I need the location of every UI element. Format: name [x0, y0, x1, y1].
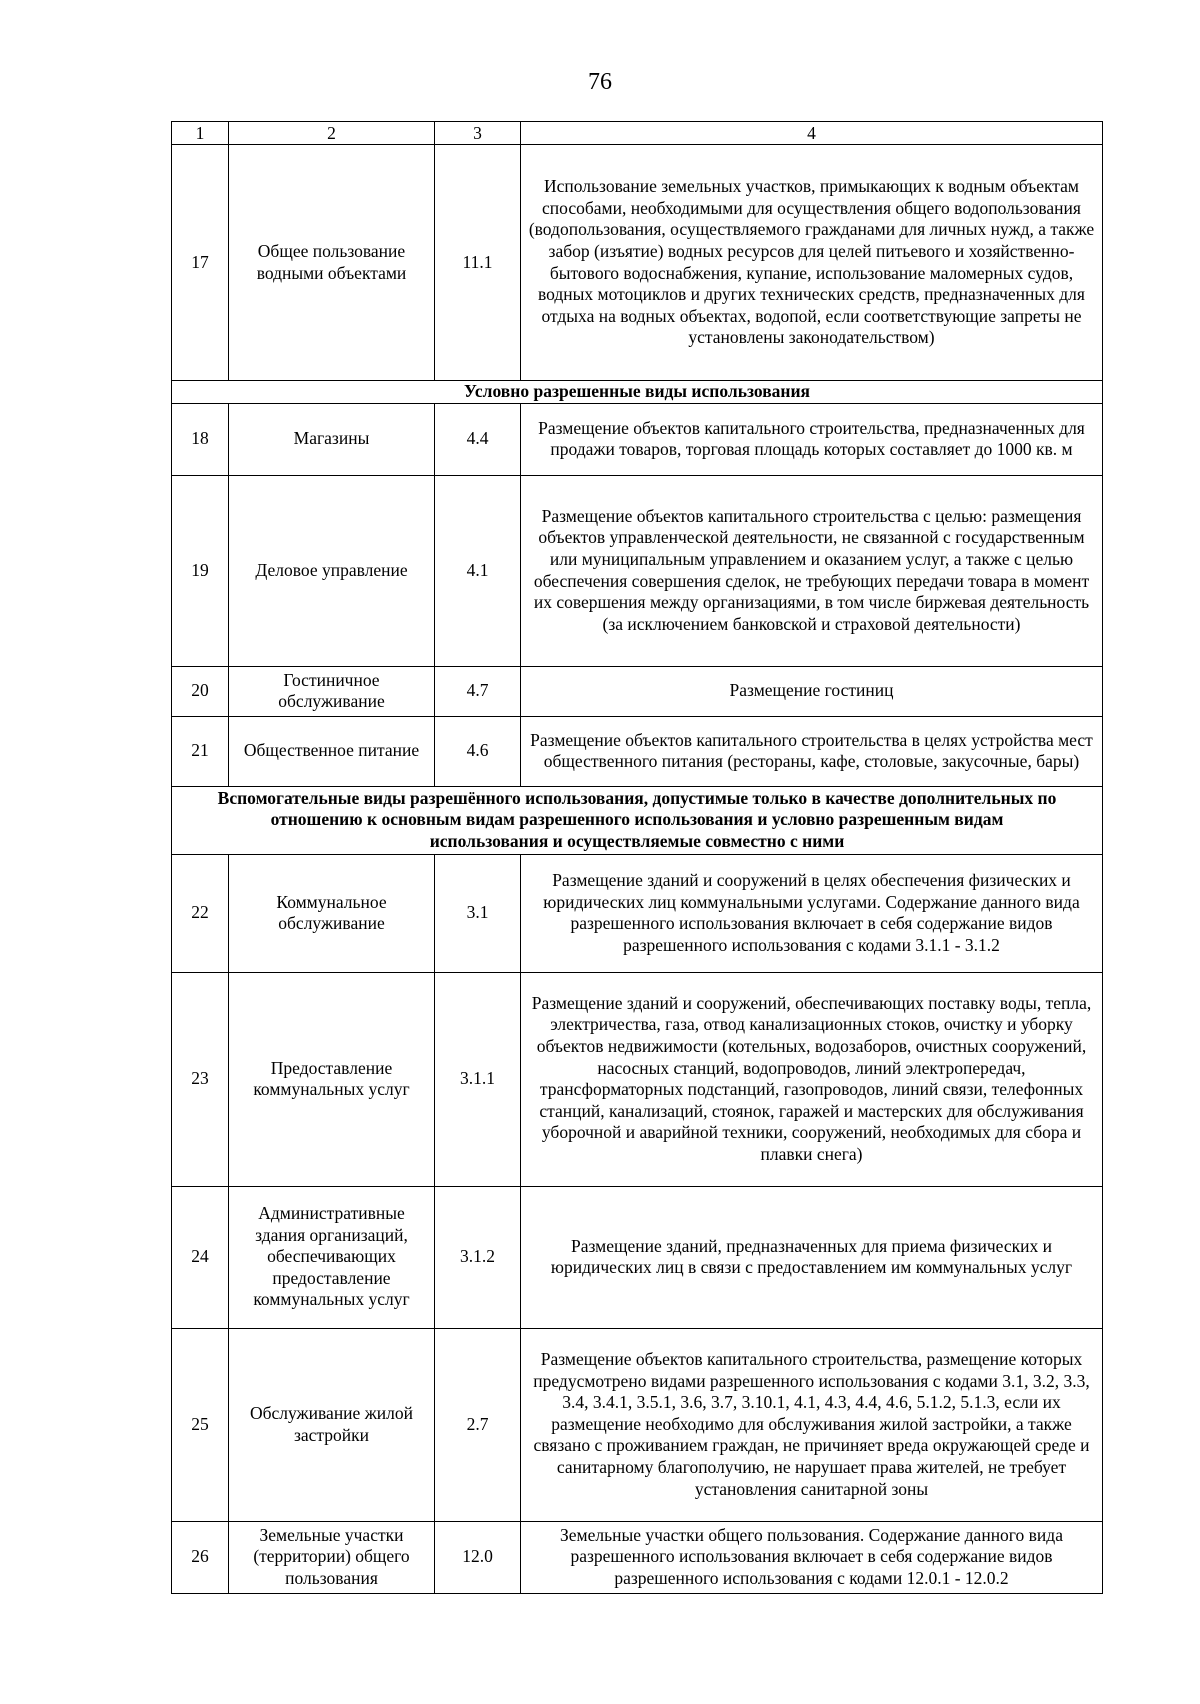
table-row — [172, 145, 1103, 381]
use-type-description: Земельные участки общего пользования. Содержание данного вида разрешенного использования включает в себя содержание видов разрешенного использования с кодами 12.0.1 - 12.0.2 — [521, 1521, 1103, 1593]
row-number: 26 — [172, 1521, 229, 1593]
section-title: Условно разрешенные виды использования — [172, 381, 1103, 404]
use-type-description: Размещение объектов капитального строительства с целью: размещения объектов управленческой деятельности, не связанной с государственным или муниципальным управлением и оказанием услуг, а также с целью обеспечения совершения сделок, не требующих передачи товара в момент их совершения между организациями, в том числе биржевая деятельность (за исключением банковской и страховой деятельности) — [521, 475, 1103, 666]
row-number: 23 — [172, 972, 229, 1186]
use-type-name: Общее пользование водными объектами — [229, 145, 435, 381]
table-row — [172, 666, 1103, 716]
row-number: 19 — [172, 475, 229, 666]
table-row — [172, 403, 1103, 475]
use-type-name: Административные здания организаций, обеспечивающих предоставление коммунальных услуг — [229, 1186, 435, 1328]
column-number: 2 — [229, 122, 435, 145]
section-row — [172, 786, 1103, 854]
page-number: 76 — [588, 69, 612, 95]
row-number: 25 — [172, 1328, 229, 1521]
use-type-code: 3.1.1 — [435, 972, 521, 1186]
row-number: 22 — [172, 854, 229, 972]
column-number-row — [172, 122, 1103, 145]
table-row — [172, 972, 1103, 1186]
use-type-name: Общественное питание — [229, 716, 435, 786]
use-type-name: Магазины — [229, 403, 435, 475]
use-type-name: Земельные участки (территории) общего пользования — [229, 1521, 435, 1593]
use-type-code: 11.1 — [435, 145, 521, 381]
column-number: 4 — [521, 122, 1103, 145]
table-row — [172, 854, 1103, 972]
use-type-name: Коммунальное обслуживание — [229, 854, 435, 972]
table-row — [172, 1328, 1103, 1521]
table-row — [172, 1521, 1103, 1593]
table-row — [172, 716, 1103, 786]
use-type-name: Предоставление коммунальных услуг — [229, 972, 435, 1186]
table-row — [172, 475, 1103, 666]
use-type-code: 4.7 — [435, 666, 521, 716]
use-type-description: Размещение зданий и сооружений, обеспечивающих поставку воды, тепла, электричества, газа, отвод канализационных стоков, очистку и уборку объектов недвижимости (котельных, водозаборов, очистных сооружений, насосных станций, водопроводов, линий электропередач, трансформаторных подстанций, газопроводов, линий связи, телефонных станций, канализаций, стоянок, гаражей и мастерских для обслуживания уборочной и аварийной техники, сооружений, необходимых для сбора и плавки снега) — [521, 972, 1103, 1186]
use-type-code: 4.4 — [435, 403, 521, 475]
use-type-description: Размещение объектов капитального строительства в целях устройства мест общественного питания (рестораны, кафе, столовые, закусочные, бары) — [521, 716, 1103, 786]
use-type-name: Деловое управление — [229, 475, 435, 666]
table-row — [172, 1186, 1103, 1328]
use-type-code: 4.6 — [435, 716, 521, 786]
use-type-description: Использование земельных участков, примыкающих к водным объектам способами, необходимыми для осуществления общего водопользования (водопользования, осуществляемого гражданами для личных нужд, а также забор (изъятие) водных ресурсов для целей питьевого и хозяйственно-бытового водоснабжения, купание, использование маломерных судов, водных мотоциклов и других технических средств, предназначенных для отдыха на водных объектах, водопой, если соответствующие запреты не установлены законодательством) — [521, 145, 1103, 381]
column-number: 3 — [435, 122, 521, 145]
use-type-code: 3.1.2 — [435, 1186, 521, 1328]
use-type-code: 2.7 — [435, 1328, 521, 1521]
use-type-description: Размещение зданий и сооружений в целях обеспечения физических и юридических лиц коммунальными услугами. Содержание данного вида разрешенного использования включает в себя содержание видов разрешенного использования с кодами 3.1.1 - 3.1.2 — [521, 854, 1103, 972]
use-type-description: Размещение гостиниц — [521, 666, 1103, 716]
use-type-description: Размещение объектов капитального строительства, предназначенных для продажи товаров, торговая площадь которых составляет до 1000 кв. м — [521, 403, 1103, 475]
row-number: 18 — [172, 403, 229, 475]
row-number: 21 — [172, 716, 229, 786]
section-row — [172, 381, 1103, 404]
section-title: Вспомогательные виды разрешённого использования, допустимые только в качестве дополнительных по отношению к основным видам разрешенного использования и условно разрешенным видам использования и осуществляемые совместно с ними — [172, 786, 1103, 854]
use-type-name: Гостиничное обслуживание — [229, 666, 435, 716]
row-number: 24 — [172, 1186, 229, 1328]
row-number: 17 — [172, 145, 229, 381]
use-type-description: Размещение объектов капитального строительства, размещение которых предусмотрено видами разрешенного использования с кодами 3.1, 3.2, 3.3, 3.4, 3.4.1, 3.5.1, 3.6, 3.7, 3.10.1, 4.1, 4.3, 4.4, 4.6, 5.1.2, 5.1.3, если их размещение необходимо для обслуживания жилой застройки, а также связано с проживанием граждан, не причиняет вреда окружающей среде и санитарному благополучию, не нарушает права жителей, не требует установления санитарной зоны — [521, 1328, 1103, 1521]
use-type-code: 4.1 — [435, 475, 521, 666]
use-type-name: Обслуживание жилой застройки — [229, 1328, 435, 1521]
use-type-code: 3.1 — [435, 854, 521, 972]
land-use-table — [171, 121, 1103, 1594]
column-number: 1 — [172, 122, 229, 145]
use-type-code: 12.0 — [435, 1521, 521, 1593]
use-type-description: Размещение зданий, предназначенных для приема физических и юридических лиц в связи с предоставлением им коммунальных услуг — [521, 1186, 1103, 1328]
row-number: 20 — [172, 666, 229, 716]
